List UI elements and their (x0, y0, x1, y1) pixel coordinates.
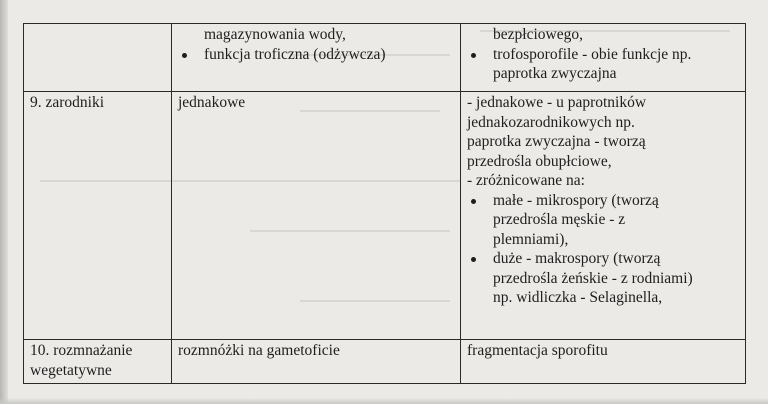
row3-col1-cell (24, 340, 172, 384)
bullet-icon (471, 53, 476, 58)
list-item: małe - mikrospory (tworzą (467, 191, 739, 211)
list-item: funkcja troficzna (odżywcza) (178, 45, 454, 65)
row2-col1-cell (24, 92, 172, 340)
row1-col2-cell (172, 24, 461, 92)
list-item: przedrośla żeńskie - z rodniami) (493, 269, 693, 287)
document-table (23, 23, 746, 384)
list-item: przedrośla męskie - z (493, 211, 626, 228)
list-item: magazynowania wody, (204, 26, 346, 43)
table-row (24, 92, 746, 340)
row3-col2-text: rozmnóżki na gametoficie (178, 342, 340, 359)
bullet-icon (182, 53, 187, 58)
list-item: bezpłciowego, (493, 26, 583, 43)
list-item: np. widliczka - Selaginella, (493, 289, 663, 306)
row3-col3-text: fragmentacja sporofitu (467, 342, 608, 359)
list-item: - zróżnicowane na: (467, 172, 585, 189)
bullet-icon (471, 199, 476, 204)
row3-col1-line2: wegetatywne (30, 361, 112, 379)
row1-col3-list (467, 25, 739, 84)
list-item: paprotka zwyczajna - tworzą (467, 133, 646, 150)
list-item: - jednakowe - u paprotników (467, 94, 647, 111)
row2-col3-cell (461, 92, 746, 340)
table-row (24, 340, 746, 384)
row3-col1-line1: 10. rozmnażanie (30, 342, 133, 359)
row2-col3-list (467, 93, 739, 308)
table-row (24, 24, 746, 92)
row1-col1-cell (24, 24, 172, 92)
list-item: trofosporofile - obie funkcje np. (467, 45, 739, 65)
row3-col2-cell (172, 340, 461, 384)
row2-col1-text: 9. zarodniki (30, 94, 105, 111)
row1-col2-list (178, 25, 454, 64)
list-item: duże - makrospory (tworzą (467, 249, 739, 269)
row3-col3-cell (461, 340, 746, 384)
bullet-icon (471, 257, 476, 262)
list-item: plemniami), (493, 230, 569, 248)
list-item: jednakozarodnikowych np. (467, 113, 635, 131)
row2-col2-cell (172, 92, 461, 340)
row1-col3-cell (461, 24, 746, 92)
list-item: paprotka zwyczajna (493, 65, 617, 82)
row2-col2-text: jednakowe (178, 94, 246, 111)
list-item: przedrośla obupłciowe, (467, 152, 612, 170)
